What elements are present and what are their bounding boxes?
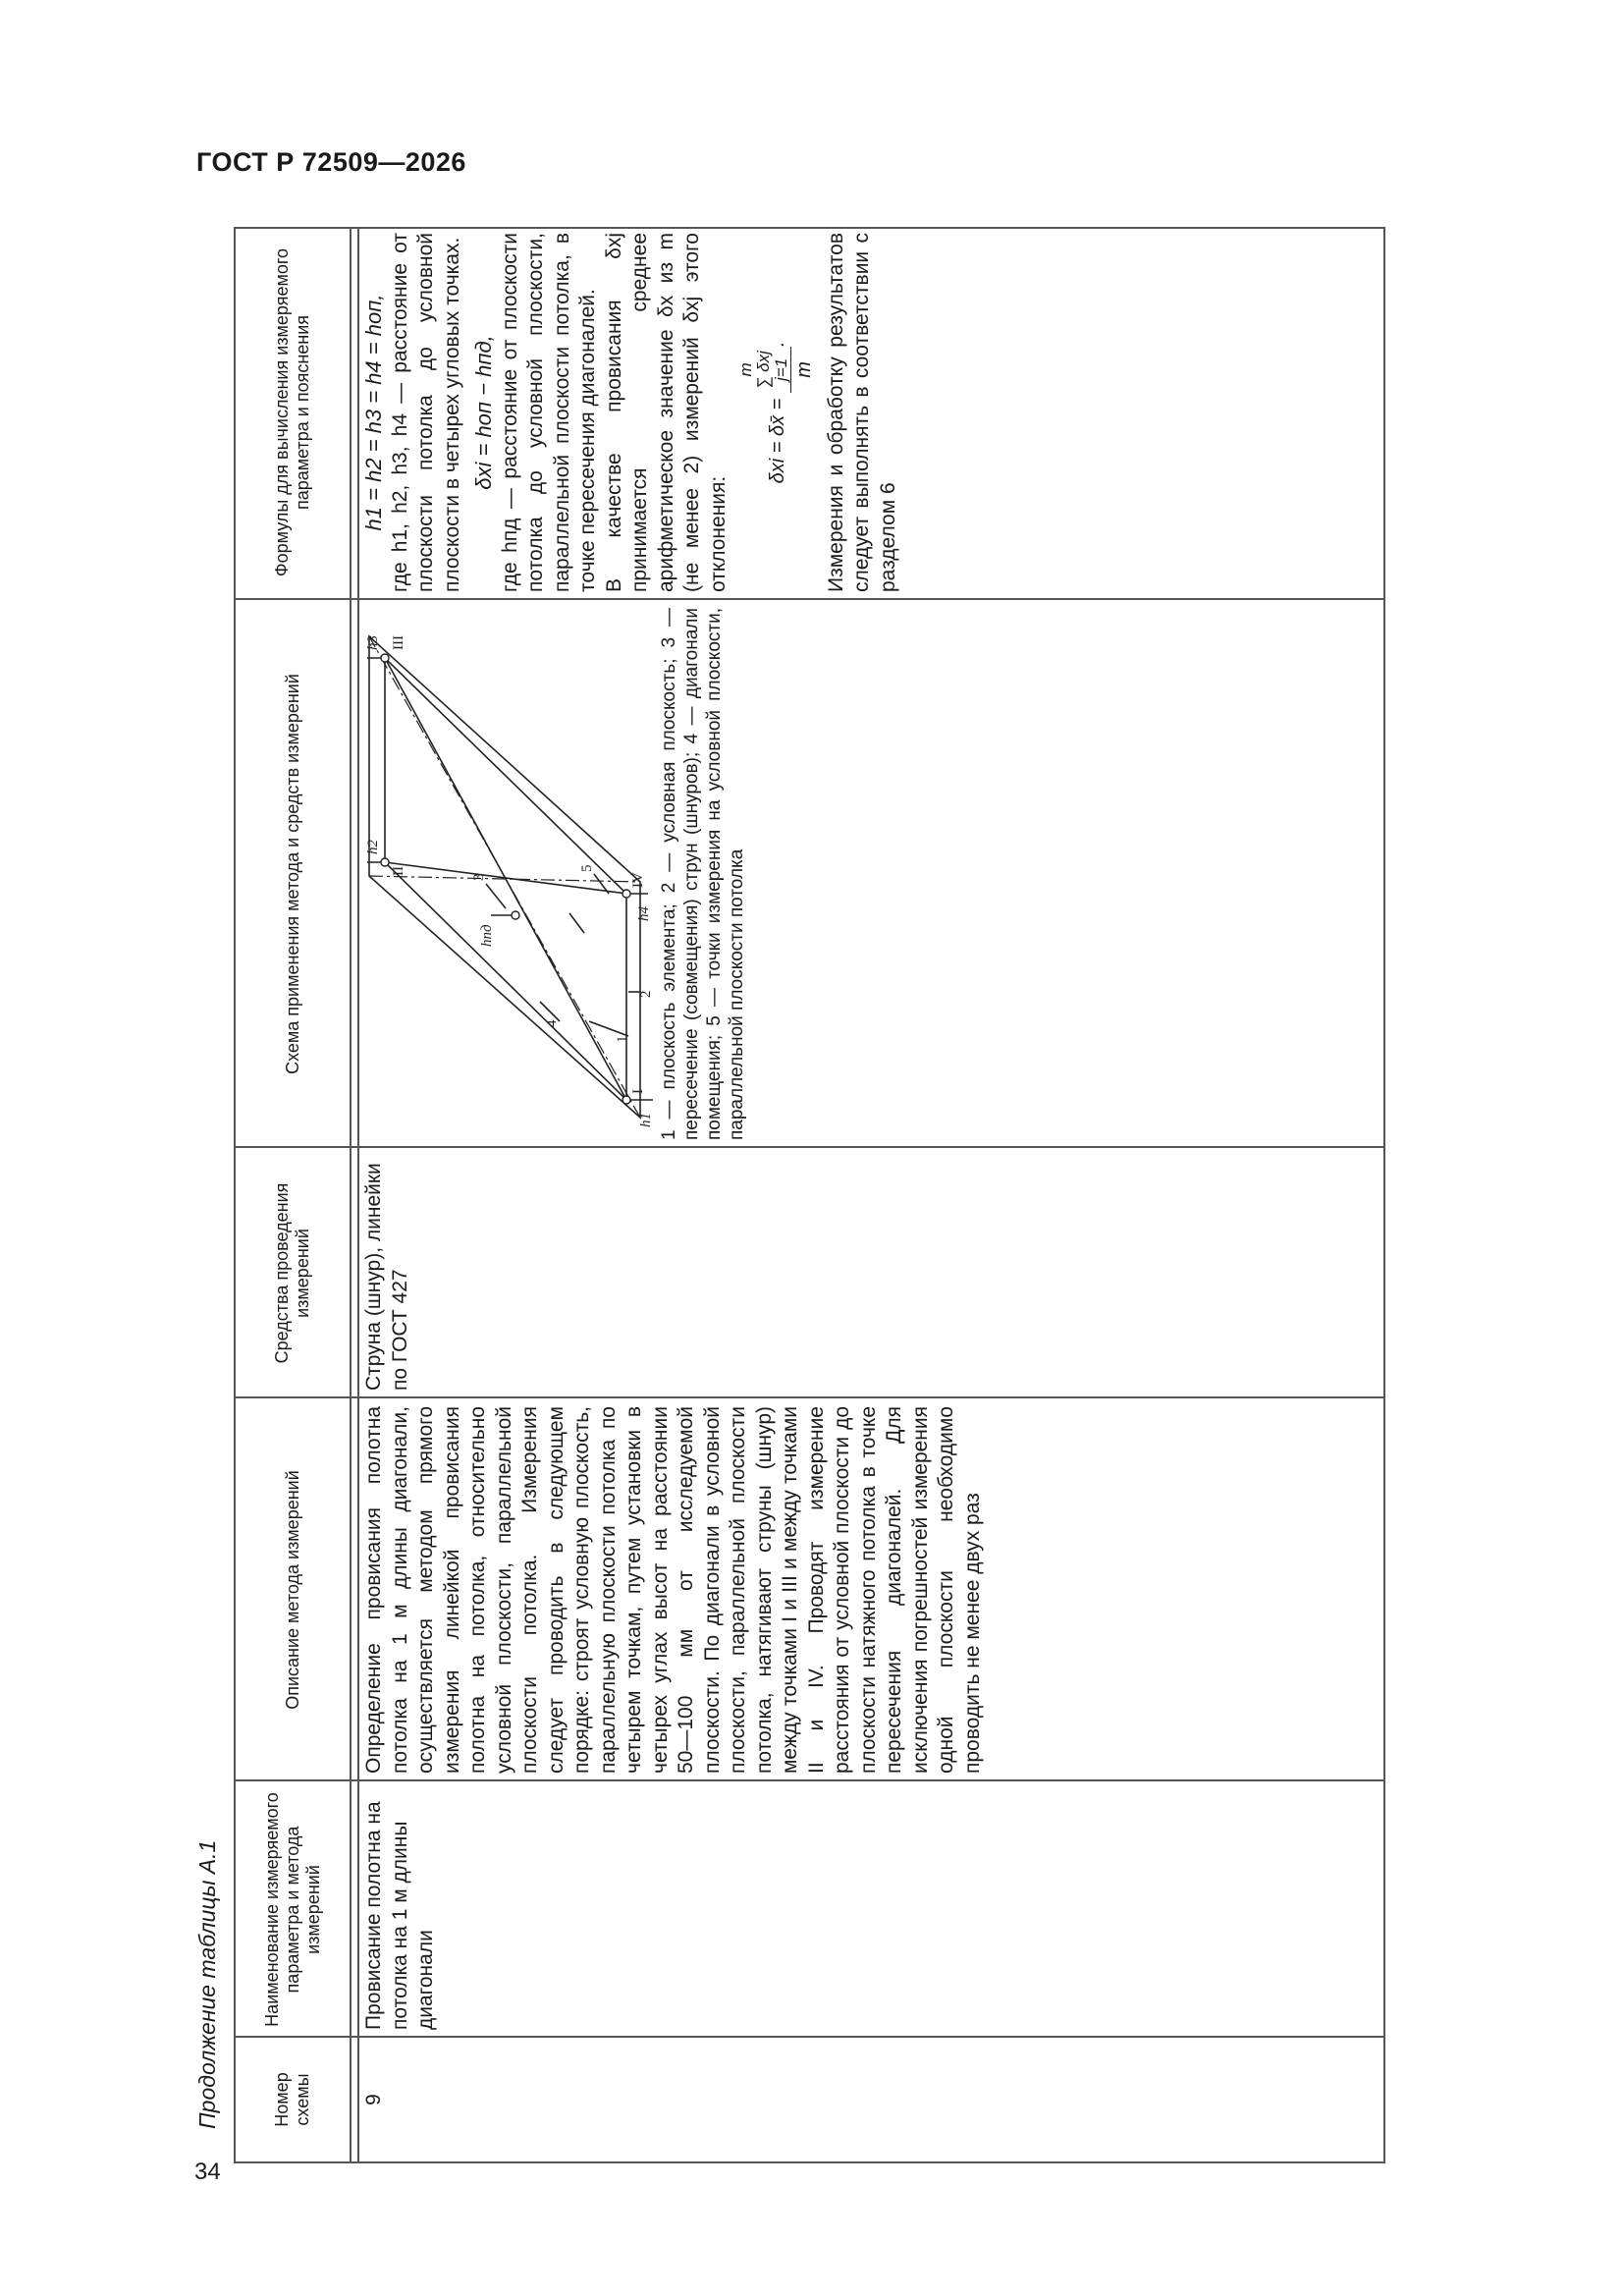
cell-param-name: Провисание полотна на потолка на 1 м длины диагонали bbox=[362, 1801, 437, 2030]
diagram-label-III: III bbox=[391, 635, 406, 650]
diagram-label-hpd: hпд bbox=[479, 924, 495, 947]
formula-heights: h1 = h2 = h3 = h4 = hоп, bbox=[361, 294, 386, 531]
diagram-label-2: 2 bbox=[638, 990, 654, 998]
diagram-legend: 1 — плоскость элемента; 2 — условная плоскость; 3 — пересечение (совмещения) струн (шнуров); 4 — диагонали помещения; 5 — точки измерения на условной плоскости, параллельной плоскости потолка bbox=[659, 608, 747, 1140]
header-method-desc: Описание метода измерений bbox=[282, 1470, 302, 1710]
table bbox=[234, 227, 1385, 2163]
ceiling-sag-diagram bbox=[363, 609, 658, 1139]
formula-deviation: δxi = hоп − hпд, bbox=[471, 335, 496, 490]
cell-tools: Струна (шнур), линейки по ГОСТ 427 bbox=[362, 1163, 411, 1391]
diagram-label-h4: h4 bbox=[636, 906, 652, 921]
formula-mean-numerator: m ∑ δxj j=1 bbox=[737, 347, 791, 393]
header-scheme-app: Схема применения метода и средств измерений bbox=[282, 674, 302, 1074]
diagram-label-h2: h2 bbox=[365, 840, 381, 854]
header-formulas: Формулы для вычисления измеряемого параметра и пояснения bbox=[272, 247, 312, 577]
document-header: ГОСТ Р 72509—2026 bbox=[196, 147, 466, 177]
diagram-label-1: 1 bbox=[615, 1035, 630, 1043]
formula-mean: δxi = δx̄ = m ∑ δxj j=1 m . bbox=[737, 233, 818, 592]
cell-method-desc: Определение провисания полотна потолка на 1 м длины диагонали, осуществляется методом прямого измерения линейкой провисания полотна на потолка, относительно условной плоскости, параллельной плоскости потолка. Измерения следует проводить в следующем порядке: строят условную плоскость, параллельную плоскости потолка по четырем точкам, путем установки в четырех углах высот на расстоянии 50—100 мм от исследуемой плоскости. По диагонали в условной плоскости, параллельной плоскости потолка, натягивают струны (шнур) между точками I и III и между точками II и IV. Проводят измерение расстояния от условной плоскости до плоскости натяжного потолка в точке пересечения диагоналей. Для исключения погрешностей измерения одной плоскости необходимо проводить не менее двух раз bbox=[362, 1406, 984, 1774]
diagram-label-h3: h3 bbox=[365, 635, 381, 650]
header-scheme-no: Номер схемы bbox=[272, 2072, 312, 2127]
table-caption: Продолжение таблицы А.1 bbox=[194, 1839, 220, 2129]
cell-formulas bbox=[361, 225, 901, 600]
formula-explanation-4: Измерения и обработку результатов следует выполнять в соответствии с разделом 6 bbox=[824, 233, 899, 592]
formula-mean-lhs: δxi = δx̄ = bbox=[766, 398, 788, 484]
diagram-label-II: II bbox=[391, 866, 406, 876]
page-number: 34 bbox=[194, 2159, 221, 2185]
formula-explanation-2: где hпд — расстояние от плоскости потолка до условной плоскости, параллельной плоскости потолка, в точке пересечения диагоналей. bbox=[498, 233, 599, 592]
cell-scheme-no: 9 bbox=[362, 2094, 385, 2105]
formula-explanation-1: где h1, h2, h3, h4 — расстояние от плоскости потолка до условной плоскости в четырех угловых точках. bbox=[388, 233, 463, 592]
header-tools: Средства проведения измерений bbox=[272, 1182, 312, 1364]
header-param-name: Наименование измеряемого параметра и метода измерений bbox=[261, 1792, 323, 2027]
cell-scheme-app bbox=[361, 600, 748, 1148]
diagram-label-I: I bbox=[630, 1089, 646, 1094]
diagram-label-5: 5 bbox=[579, 864, 595, 872]
formula-explanation-3: В качестве провисания δxj принимается среднее арифметическое значение δx из m (не менее 2) измерений δxj этого отклонения: bbox=[602, 233, 730, 592]
diagram-label-IV: IV bbox=[630, 872, 646, 888]
formula-mean-fraction bbox=[737, 347, 818, 393]
formula-mean-denominator: m bbox=[793, 361, 815, 378]
diagram-label-h1: h1 bbox=[638, 1113, 654, 1127]
diagram-label-4: 4 bbox=[544, 1019, 560, 1027]
diagram-label-3: 3 bbox=[471, 873, 487, 881]
